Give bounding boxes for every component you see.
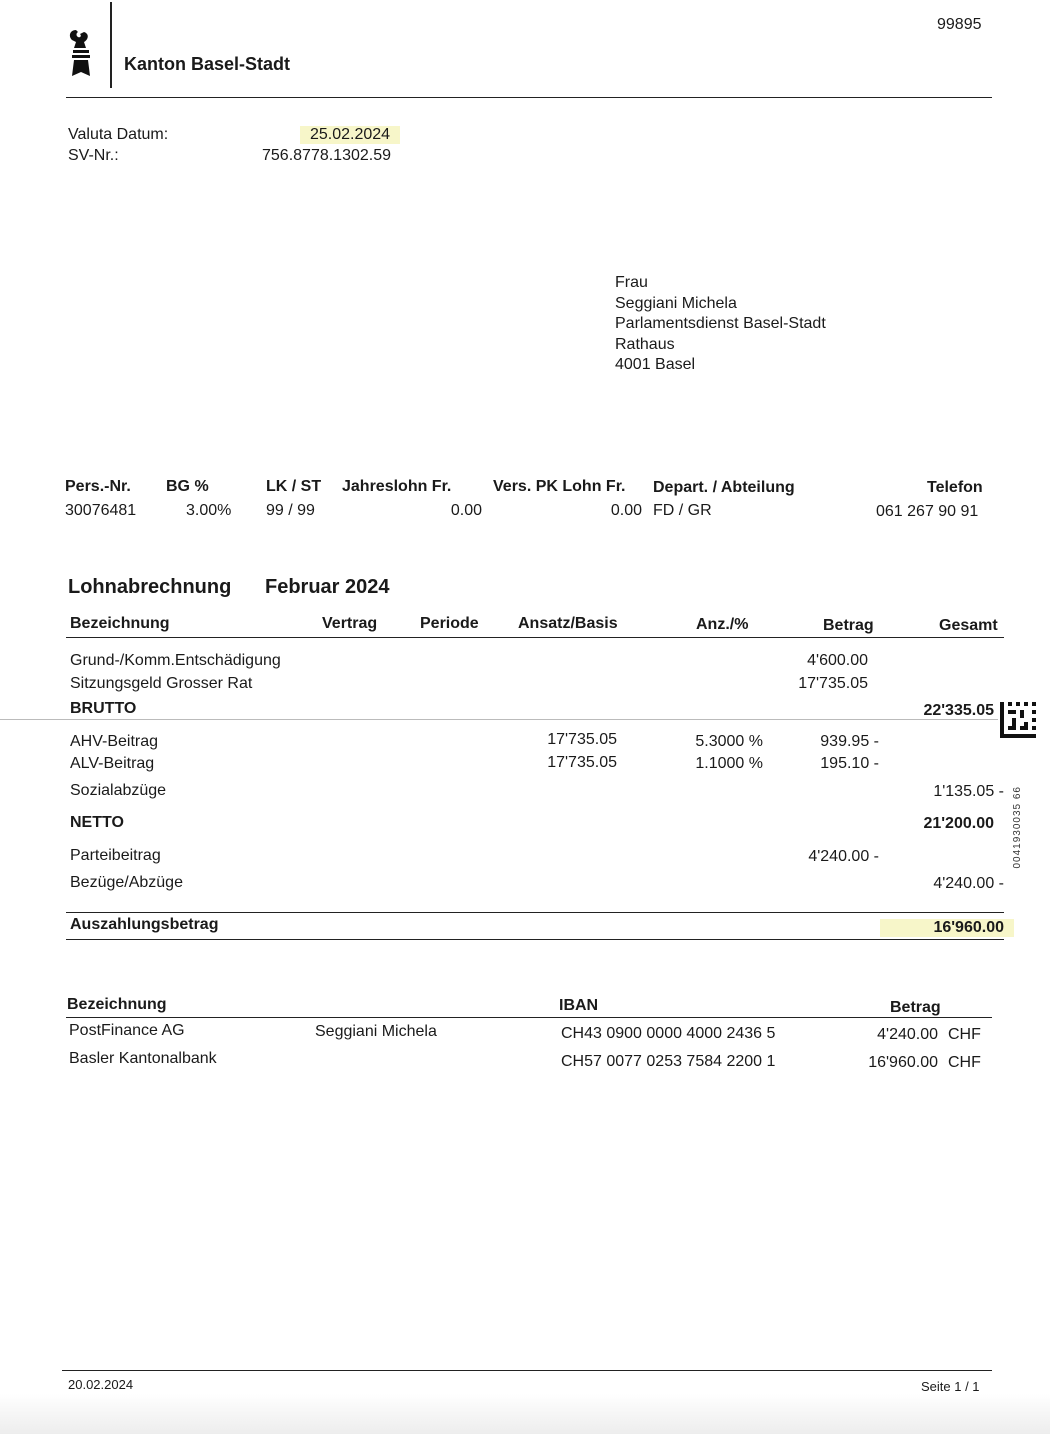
info-value-telefon: 061 267 90 91: [876, 503, 979, 520]
row-alv-label: ALV-Beitrag: [70, 755, 155, 772]
row-ahv-label: AHV-Beitrag: [70, 733, 159, 750]
side-document-code: 0041930035 66: [1012, 786, 1023, 869]
row-auszahlung-label: Auszahlungsbetrag: [70, 916, 219, 933]
row-sitzung-betrag: 17'735.05: [798, 675, 868, 692]
info-header-telefon: Telefon: [927, 479, 983, 496]
header-rule: [66, 97, 992, 98]
col-header-bezeichnung: Bezeichnung: [70, 615, 170, 632]
row-sozial-label: Sozialabzüge: [70, 782, 167, 799]
payment-amount: 16'960.00: [868, 1054, 938, 1071]
payment-currency: CHF: [948, 1054, 981, 1071]
payments-header-iban: IBAN: [559, 997, 599, 1014]
row-netto-label: NETTO: [70, 814, 124, 831]
payment-bank: Basler Kantonalbank: [69, 1050, 217, 1067]
address-line-city: 4001 Basel: [615, 356, 696, 373]
info-header-lk-st: LK / ST: [266, 478, 322, 495]
row-auszahlung-gesamt: 16'960.00: [880, 919, 1014, 937]
info-value-vers-pk: 0.00: [610, 502, 642, 519]
row-alv-betrag: 195.10 -: [820, 755, 879, 772]
payments-header-bezeichnung: Bezeichnung: [67, 996, 167, 1013]
payment-iban: CH43 0900 0000 4000 2436 5: [561, 1025, 776, 1042]
payments-header-rule: [66, 1017, 992, 1018]
row-alv-anz: 1.1000 %: [695, 755, 763, 772]
row-brutto-gesamt: 22'335.05: [923, 702, 994, 719]
payment-bank: PostFinance AG: [69, 1022, 185, 1039]
address-line-department: Parlamentsdienst Basel-Stadt: [615, 315, 826, 332]
info-value-lk-st: 99 / 99: [266, 502, 315, 519]
row-ahv-anz: 5.3000 %: [695, 733, 763, 750]
auszahlung-top-rule: [66, 912, 1004, 913]
info-value-bg: 3.00%: [186, 502, 232, 519]
payslip-title: Lohnabrechnung: [68, 576, 232, 598]
row-grund-betrag: 4'600.00: [807, 652, 868, 669]
payment-amount: 4'240.00: [877, 1026, 938, 1043]
row-partei-label: Parteibeitrag: [70, 847, 161, 864]
payment-iban: CH57 0077 0253 7584 2200 1: [561, 1053, 776, 1070]
valuta-label: Valuta Datum:: [68, 126, 169, 143]
sv-label: SV-Nr.:: [68, 147, 119, 164]
row-partei-betrag: 4'240.00 -: [808, 848, 879, 865]
valuta-value: 25.02.2024: [300, 126, 400, 144]
col-header-betrag: Betrag: [823, 617, 874, 634]
info-header-vers-pk: Vers. PK Lohn Fr.: [493, 478, 626, 495]
footer-rule: [62, 1370, 992, 1371]
payments-header-betrag: Betrag: [890, 999, 941, 1016]
col-header-periode: Periode: [420, 615, 479, 632]
row-netto-gesamt: 21'200.00: [923, 815, 994, 832]
row-bezuege-label: Bezüge/Abzüge: [70, 874, 183, 891]
row-ahv-betrag: 939.95 -: [820, 733, 879, 750]
basel-coat-of-arms-logo: [64, 26, 100, 80]
row-alv-basis: 17'735.05: [547, 754, 617, 771]
scan-shadow: [0, 1394, 1050, 1434]
auszahlung-bottom-rule: [66, 939, 1004, 940]
footer-page-number: Seite 1 / 1: [921, 1379, 980, 1394]
org-name: Kanton Basel-Stadt: [124, 54, 291, 74]
col-header-gesamt: Gesamt: [939, 617, 998, 634]
row-grund-label: Grund-/Komm.Entschädigung: [70, 652, 281, 669]
document-number: 99895: [937, 16, 982, 33]
info-header-pers-nr: Pers.-Nr.: [65, 478, 131, 495]
footer-date: 20.02.2024: [68, 1377, 134, 1392]
row-brutto-label: BRUTTO: [70, 700, 137, 717]
payslip-period: Februar 2024: [265, 576, 390, 598]
header-divider-vertical: [110, 2, 112, 88]
table-header-rule: [66, 637, 1004, 638]
row-sitzung-label: Sitzungsgeld Grosser Rat: [70, 675, 253, 692]
col-header-anz: Anz./%: [696, 616, 749, 633]
qr-code-icon: [1000, 702, 1036, 738]
info-header-jahreslohn: Jahreslohn Fr.: [342, 478, 452, 495]
payment-holder: Seggiani Michela: [315, 1023, 437, 1040]
address-line-salutation: Frau: [615, 274, 648, 291]
payment-currency: CHF: [948, 1026, 981, 1043]
brutto-rule: [0, 719, 998, 720]
sv-value: 756.8778.1302.59: [262, 147, 392, 164]
row-ahv-basis: 17'735.05: [547, 731, 617, 748]
col-header-ansatz: Ansatz/Basis: [518, 615, 618, 632]
info-header-depart: Depart. / Abteilung: [653, 479, 795, 496]
col-header-vertrag: Vertrag: [322, 615, 378, 632]
row-sozial-gesamt: 1'135.05 -: [933, 783, 1004, 800]
address-line-building: Rathaus: [615, 335, 675, 353]
info-value-jahreslohn: 0.00: [450, 502, 482, 519]
address-block: [615, 273, 826, 376]
info-header-bg: BG %: [166, 478, 209, 495]
info-value-depart: FD / GR: [653, 502, 712, 519]
row-bezuege-gesamt: 4'240.00 -: [933, 875, 1004, 892]
address-line-name: Seggiani Michela: [615, 294, 737, 312]
info-value-pers-nr: 30076481: [65, 502, 137, 519]
